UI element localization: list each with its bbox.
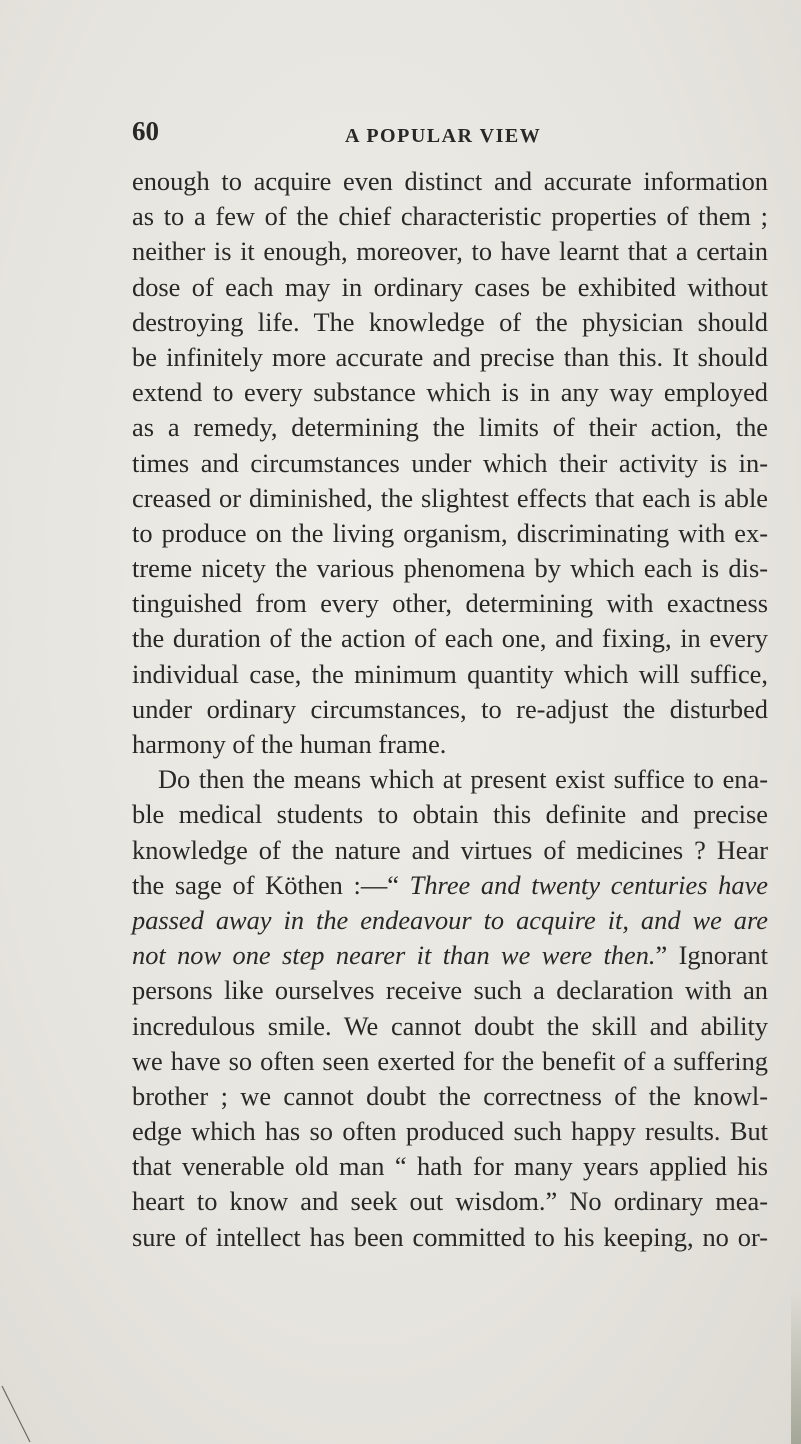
text-line: heart to know and seek out wisdom.” No ordinary mea- [132, 1186, 768, 1217]
quotation-line-italic: passed away in the endeavour to acquire it, and we are [132, 904, 768, 935]
text-line: tinguished from every other, determining with exactness [132, 588, 768, 619]
text-span: the sage of Köthen :—“ [132, 869, 410, 900]
text-line: persons like ourselves receive such a declaration with an [132, 975, 768, 1006]
text-line: brother ; we cannot doubt the correctness of the knowl- [132, 1080, 768, 1111]
quotation-italic: not now one step nearer it than we were then. [132, 940, 656, 971]
text-line: edge which has so often produced such happy results. But [132, 1116, 768, 1147]
text-line: under ordinary circumstances, to re-adjust the disturbed [132, 693, 768, 724]
text-line-with-quote [132, 868, 768, 903]
text-line: treme nicety the various phenomena by which each is dis- [132, 553, 768, 584]
text-line: the duration of the action of each one, and fixing, in every [132, 623, 768, 654]
corner-crease-mark [0, 1384, 50, 1444]
text-line: extend to every substance which is in any way employed [132, 377, 768, 408]
text-line: we have so often seen exerted for the benefit of a suffering [132, 1045, 768, 1076]
page-edge-shadow [791, 1290, 801, 1444]
text-line: ble medical students to obtain this definite and precise [132, 799, 768, 830]
text-line: sure of intellect has been committed to his keeping, no or- [132, 1221, 768, 1252]
text-line: creased or diminished, the slightest effects that each is able [132, 482, 768, 513]
text-line: destroying life. The knowledge of the physician should [132, 306, 768, 337]
text-line: enough to acquire even distinct and accurate information [132, 166, 768, 196]
text-line: incredulous smile. We cannot doubt the skill and ability [132, 1010, 768, 1041]
quotation-italic: Three and twenty centuries have [409, 869, 768, 900]
text-line: dose of each may in ordinary cases be exhibited without [132, 271, 768, 302]
text-line: harmony of the human frame. [132, 729, 447, 759]
text-line: to produce on the living organism, discriminating with ex- [132, 517, 768, 548]
body-text [132, 164, 768, 1255]
page-number: 60 [132, 116, 159, 146]
text-line: times and circumstances under which their activity is in- [132, 447, 768, 478]
running-head: A POPULAR VIEW [345, 125, 542, 147]
text-span: ” Ignorant [655, 940, 768, 971]
text-line: individual case, the minimum quantity which will suffice, [132, 658, 768, 689]
text-line: be infinitely more accurate and precise than this. It should [132, 341, 768, 372]
text-line: neither is it enough, moreover, to have learnt that a certain [132, 236, 768, 267]
text-line: as to a few of the chief characteristic properties of them ; [132, 201, 768, 232]
text-line: knowledge of the nature and virtues of medicines ? Hear [132, 834, 768, 865]
text-line: that venerable old man “ hath for many years applied his [132, 1151, 768, 1182]
text-line: Do then the means which at present exist suffice to ena- [158, 764, 768, 795]
text-line-with-quote [132, 938, 768, 973]
text-line: as a remedy, determining the limits of their action, the [132, 412, 768, 443]
